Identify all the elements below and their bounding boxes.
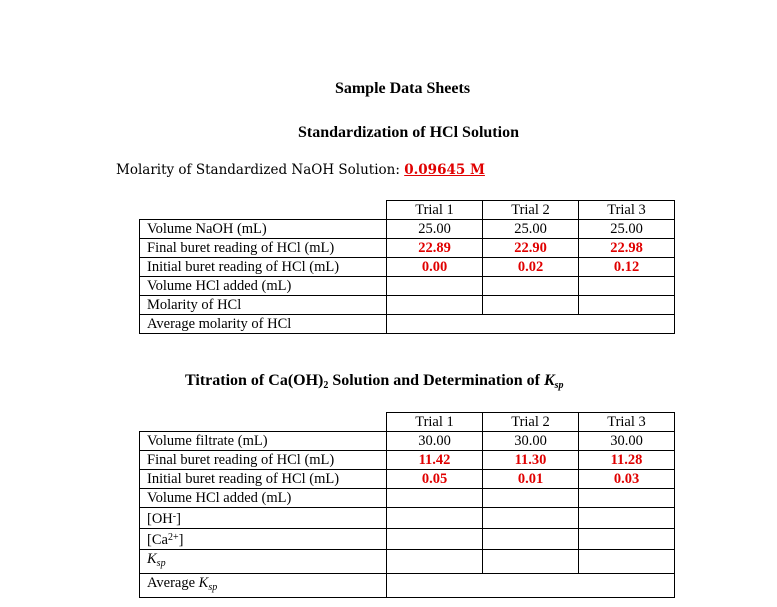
row-label: Molarity of HCl bbox=[140, 296, 387, 315]
cell-empty bbox=[387, 489, 483, 508]
table-row bbox=[140, 550, 675, 574]
cell-empty bbox=[483, 296, 579, 315]
cell-empty bbox=[579, 550, 675, 574]
cell-value: 0.12 bbox=[579, 258, 675, 277]
cell-empty bbox=[483, 277, 579, 296]
table-row bbox=[140, 451, 675, 470]
row-label: Volume filtrate (mL) bbox=[140, 432, 387, 451]
header-trial-2: Trial 2 bbox=[483, 201, 579, 220]
table-row bbox=[140, 489, 675, 508]
cell-value: 30.00 bbox=[579, 432, 675, 451]
header-trial-1: Trial 1 bbox=[387, 413, 483, 432]
table-header-row bbox=[140, 413, 675, 432]
row-label: Volume HCl added (mL) bbox=[140, 489, 387, 508]
table-row bbox=[140, 315, 675, 334]
cell-value: 30.00 bbox=[483, 432, 579, 451]
table-row bbox=[140, 239, 675, 258]
cell-value: 11.28 bbox=[579, 451, 675, 470]
cell-empty bbox=[483, 550, 579, 574]
row-label: Initial buret reading of HCl (mL) bbox=[140, 258, 387, 277]
cell-value: 25.00 bbox=[387, 220, 483, 239]
titration-table bbox=[139, 412, 675, 598]
header-trial-2: Trial 2 bbox=[483, 413, 579, 432]
row-label: Final buret reading of HCl (mL) bbox=[140, 239, 387, 258]
cell-empty bbox=[483, 508, 579, 529]
cell-empty bbox=[483, 529, 579, 550]
cell-empty bbox=[579, 277, 675, 296]
row-label: Volume HCl added (mL) bbox=[140, 277, 387, 296]
cell-value: 22.90 bbox=[483, 239, 579, 258]
cell-empty bbox=[579, 296, 675, 315]
table-row bbox=[140, 508, 675, 529]
cell-empty bbox=[387, 529, 483, 550]
row-label-avg-ksp: Average $K_{sp}$ bbox=[140, 574, 387, 598]
naoh-molarity-value: 0.09645 M bbox=[404, 162, 485, 178]
cell-value: 0.02 bbox=[483, 258, 579, 277]
cell-empty bbox=[387, 296, 483, 315]
cell-empty bbox=[579, 508, 675, 529]
table-row bbox=[140, 574, 675, 598]
table-header-row bbox=[140, 201, 675, 220]
cell-value: 0.00 bbox=[387, 258, 483, 277]
cell-value: 0.01 bbox=[483, 470, 579, 489]
cell-empty bbox=[579, 529, 675, 550]
table-row bbox=[140, 258, 675, 277]
cell-value: 25.00 bbox=[579, 220, 675, 239]
row-label-oh: [OH-] bbox=[140, 508, 387, 529]
row-label-ksp: $K_{sp}$ bbox=[140, 550, 387, 574]
table-row bbox=[140, 220, 675, 239]
row-label-ca: $[Ca^{2+}]$ bbox=[140, 529, 387, 550]
cell-empty bbox=[387, 550, 483, 574]
header-trial-1: Trial 1 bbox=[387, 201, 483, 220]
cell-value: 30.00 bbox=[387, 432, 483, 451]
page-title: Sample Data Sheets bbox=[334, 80, 471, 97]
row-label: Volume NaOH (mL) bbox=[140, 220, 387, 239]
table-row bbox=[140, 277, 675, 296]
cell-empty bbox=[387, 315, 675, 334]
cell-value: 22.98 bbox=[579, 239, 675, 258]
cell-value: 11.30 bbox=[483, 451, 579, 470]
cell-value: 25.00 bbox=[483, 220, 579, 239]
cell-empty bbox=[387, 277, 483, 296]
standardization-table bbox=[139, 200, 675, 334]
section-title-standardization: Standardization of HCl Solution bbox=[298, 124, 519, 141]
row-label: Initial buret reading of HCl (mL) bbox=[140, 470, 387, 489]
cell-empty bbox=[483, 489, 579, 508]
cell-empty bbox=[387, 508, 483, 529]
row-label: Average molarity of HCl bbox=[140, 315, 387, 334]
cell-value: 0.03 bbox=[579, 470, 675, 489]
table-row bbox=[140, 470, 675, 489]
cell-value: 22.89 bbox=[387, 239, 483, 258]
header-trial-3: Trial 3 bbox=[579, 413, 675, 432]
cell-value: 11.42 bbox=[387, 451, 483, 470]
cell-empty bbox=[579, 489, 675, 508]
cell-empty bbox=[387, 574, 675, 598]
naoh-molarity-label: Molarity of Standardized NaOH Solution: bbox=[116, 162, 405, 178]
table-row bbox=[140, 296, 675, 315]
table-row bbox=[140, 529, 675, 550]
naoh-molarity-line bbox=[116, 162, 485, 178]
row-label: Final buret reading of HCl (mL) bbox=[140, 451, 387, 470]
cell-value: 0.05 bbox=[387, 470, 483, 489]
table-row bbox=[140, 432, 675, 451]
header-trial-3: Trial 3 bbox=[579, 201, 675, 220]
